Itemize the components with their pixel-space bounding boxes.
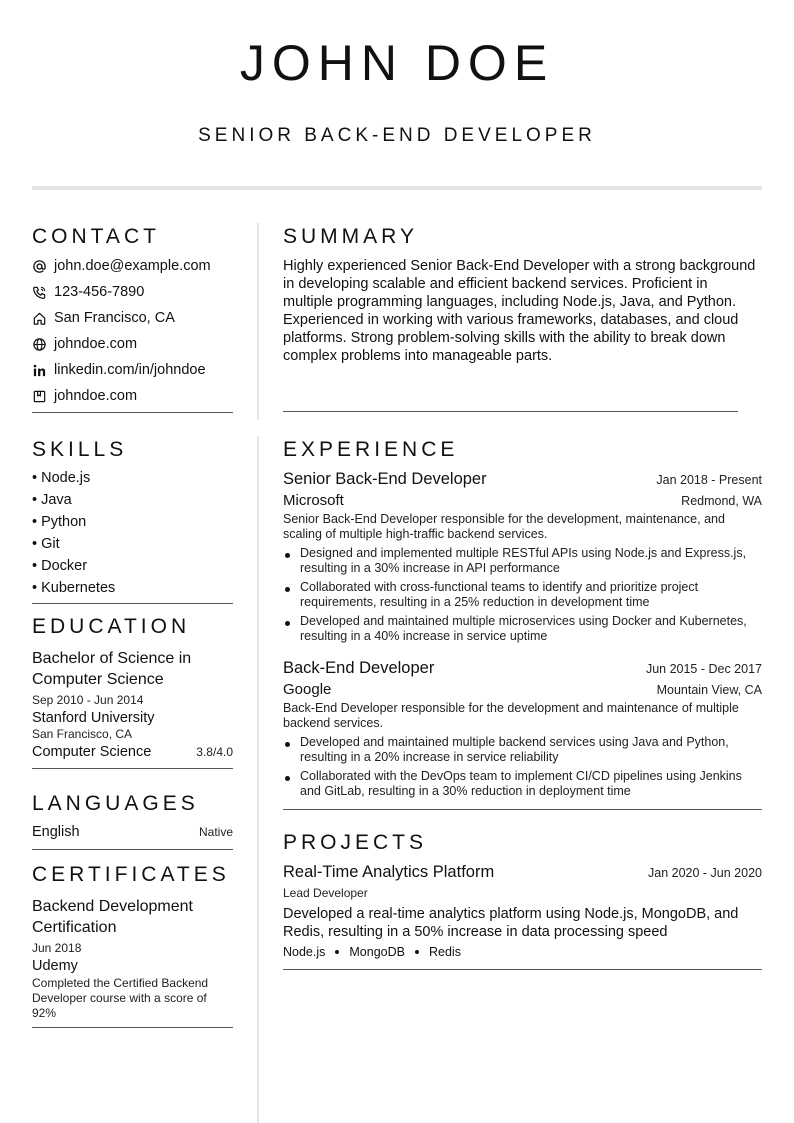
experience-divider xyxy=(283,809,762,810)
languages-heading: LANGUAGES xyxy=(32,792,199,815)
project-tag: MongoDB xyxy=(349,945,405,959)
education-divider xyxy=(32,768,233,769)
job-bullet: Designed and implemented multiple RESTful APIs using Node.js and Express.js, resulting in a 30% increase in API performance xyxy=(283,546,762,576)
column-divider-bottom xyxy=(257,436,259,1123)
job-bullet: Collaborated with the DevOps team to implement CI/CD pipelines using Jenkins and GitLab, resulting in a 30% reduction in deployment time xyxy=(283,769,762,799)
education-school: Stanford University xyxy=(32,710,155,726)
job-header xyxy=(283,470,762,489)
contact-portfolio-text: johndoe.com xyxy=(54,388,138,404)
job-bullet: Collaborated with cross-functional teams to identify and prioritize project requirements, resulting in a 25% reduction in development time xyxy=(283,580,762,610)
job-bullet: Developed and maintained multiple backend services using Java and Python, resulting in a 20% increase in service reliability xyxy=(283,735,762,765)
education-field: Computer Science xyxy=(32,744,152,760)
job-subheader xyxy=(283,681,762,698)
tag-separator xyxy=(335,950,339,954)
education-section xyxy=(32,614,233,769)
contact-email[interactable] xyxy=(32,253,233,279)
contact-divider xyxy=(32,412,233,413)
skill-item: • Java xyxy=(32,492,72,508)
skill-item: • Python xyxy=(32,514,87,530)
project-role: Lead Developer xyxy=(283,886,368,900)
contact-location-text: San Francisco, CA xyxy=(54,310,175,326)
skill-item: • Git xyxy=(32,536,60,552)
job-title: Back-End Developer xyxy=(283,659,435,677)
languages-divider xyxy=(32,849,233,850)
job-entry xyxy=(283,470,762,644)
summary-divider xyxy=(283,411,738,412)
contact-website-text: johndoe.com xyxy=(54,336,138,352)
education-heading: EDUCATION xyxy=(32,615,191,638)
globe-icon xyxy=(32,337,47,352)
contact-email-text: john.doe@example.com xyxy=(54,258,211,274)
education-field-row xyxy=(32,744,233,760)
project-description: Developed a real-time analytics platform using Node.js, MongoDB, and Redis, resulting in a 50% increase in data processing speed xyxy=(283,906,739,940)
skills-heading: SKILLS xyxy=(32,438,128,461)
certificates-divider xyxy=(32,1027,233,1028)
job-header xyxy=(283,659,762,678)
summary-text: Highly experienced Senior Back-End Developer with a strong background in developing scalable and efficient backend services. Proficient in multiple programming languages, including Node.js, Java, and Python. Experienced in working with various frameworks, databases, and cloud platforms. Strong problem-solving skills with the ability to break down complex problems into manageable parts. xyxy=(283,258,756,364)
portfolio-icon xyxy=(32,389,47,404)
project-name: Real-Time Analytics Platform xyxy=(283,863,495,881)
at-icon xyxy=(32,259,47,274)
job-title: Senior Back-End Developer xyxy=(283,470,487,488)
project-tag: Redis xyxy=(428,945,461,959)
job-description: Back-End Developer responsible for the development and maintenance of multiple backend services. xyxy=(283,701,739,730)
education-location: San Francisco, CA xyxy=(32,727,133,741)
language-row xyxy=(32,824,233,840)
language-level: Native xyxy=(198,825,233,839)
job-subheader xyxy=(283,492,762,509)
contact-phone[interactable] xyxy=(32,279,233,305)
education-gpa: 3.8/4.0 xyxy=(196,745,233,759)
certificates-heading: CERTIFICATES xyxy=(32,863,230,886)
projects-section xyxy=(283,830,762,970)
summary-heading: SUMMARY xyxy=(283,225,418,248)
job-location: Redmond, WA xyxy=(681,494,762,508)
certificate-issuer: Udemy xyxy=(32,958,78,974)
phone-icon xyxy=(32,285,47,300)
skill-item: • Node.js xyxy=(32,470,91,486)
experience-heading: EXPERIENCE xyxy=(283,438,459,461)
tag-separator xyxy=(415,950,419,954)
job-description: Senior Back-End Developer responsible for the development, maintenance, and scaling of multiple high-traffic backend services. xyxy=(283,512,725,541)
contact-linkedin[interactable] xyxy=(32,357,233,383)
contact-phone-text: 123-456-7890 xyxy=(54,284,145,300)
job-bullet: Developed and maintained multiple microservices using Docker and Kubernetes, resulting in a 40% increase in service uptime xyxy=(283,614,762,644)
job-dates: Jun 2015 - Dec 2017 xyxy=(645,662,762,676)
job-company: Microsoft xyxy=(283,492,344,509)
projects-heading: PROJECTS xyxy=(283,831,428,854)
certificate-name: Backend Development Certification xyxy=(32,898,193,936)
skills-divider xyxy=(32,603,233,604)
resume-name: JOHN DOE xyxy=(239,35,555,91)
skill-item: • Kubernetes xyxy=(32,580,116,596)
job-dates: Jan 2018 - Present xyxy=(656,473,762,487)
certificate-date: Jun 2018 xyxy=(32,941,82,955)
projects-divider xyxy=(283,969,762,970)
project-tags xyxy=(283,945,762,959)
header-divider xyxy=(32,186,762,190)
project-header xyxy=(283,863,762,882)
job-company: Google xyxy=(283,681,332,698)
resume-title: SENIOR BACK-END DEVELOPER xyxy=(198,125,596,146)
summary-section xyxy=(283,224,762,412)
languages-section xyxy=(32,791,233,850)
column-divider-top xyxy=(257,223,259,420)
contact-section xyxy=(32,224,233,413)
contact-linkedin-text: linkedin.com/in/johndoe xyxy=(54,362,206,378)
certificate-description: Completed the Certified Backend Developer course with a score of 92% xyxy=(32,976,209,1020)
language-name: English xyxy=(32,824,80,840)
education-degree: Bachelor of Science in Computer Science xyxy=(32,650,192,688)
job-bullets xyxy=(283,546,762,644)
contact-heading: CONTACT xyxy=(32,225,160,248)
skill-item: • Docker xyxy=(32,558,88,574)
contact-location xyxy=(32,305,233,331)
linkedin-icon xyxy=(32,363,47,378)
contact-website[interactable] xyxy=(32,331,233,357)
contact-portfolio[interactable] xyxy=(32,383,233,409)
job-location: Mountain View, CA xyxy=(656,683,762,697)
home-icon xyxy=(32,311,47,326)
project-dates: Jan 2020 - Jun 2020 xyxy=(648,866,762,880)
experience-section xyxy=(283,437,762,810)
job-bullets xyxy=(283,735,762,799)
education-dates: Sep 2010 - Jun 2014 xyxy=(32,693,144,707)
project-tag: Node.js xyxy=(283,945,326,959)
skills-section xyxy=(32,437,233,604)
certificates-section xyxy=(32,862,233,1028)
job-entry xyxy=(283,659,762,799)
